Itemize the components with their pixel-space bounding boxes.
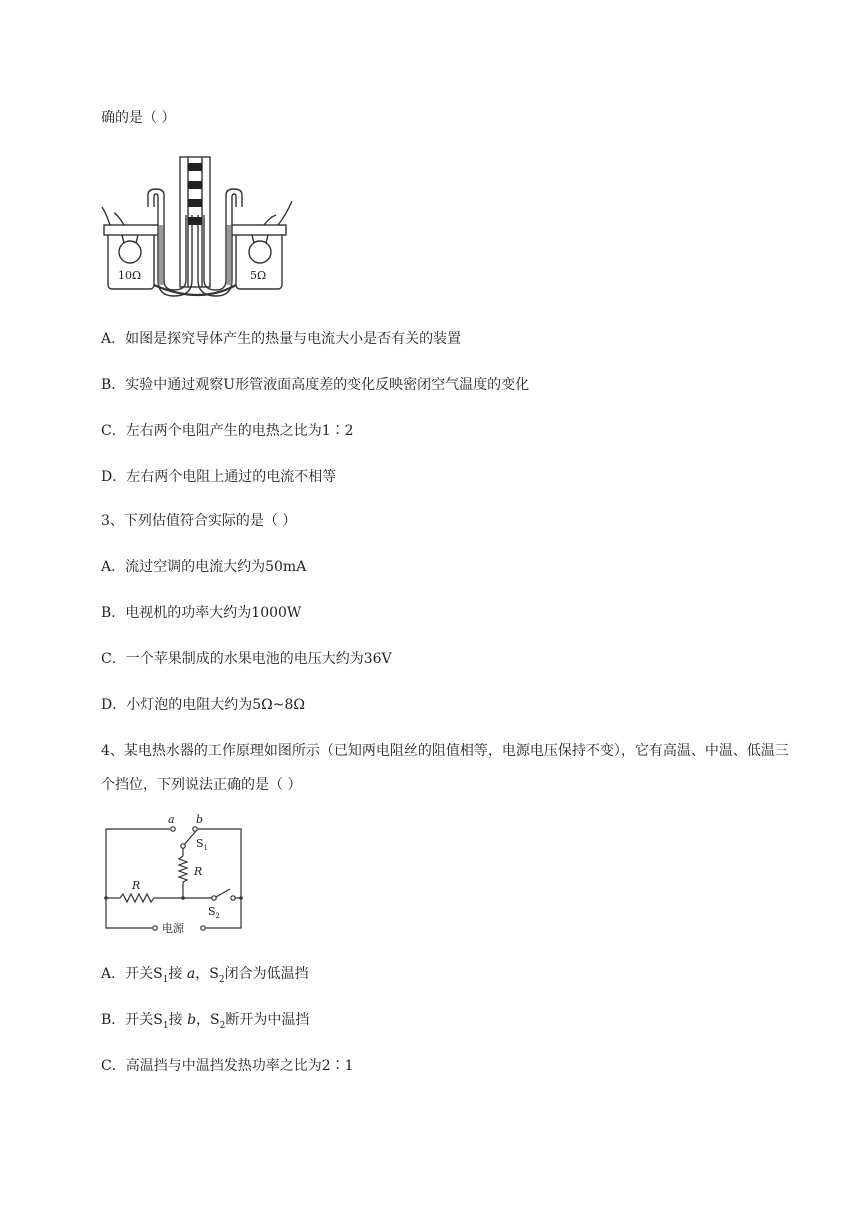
q2-option-c: C．左右两个电阻产生的电热之比为1∶2 [101,423,354,439]
q2-option-d: D．左右两个电阻上通过的电流不相等 [101,469,337,485]
power-source-label: 电源 [162,922,184,935]
terminal-b-label: b [196,813,204,826]
right-resistor-label: 5Ω [250,269,267,282]
q2-option-a: A．如图是探究导体产生的热量与电流大小是否有关的装置 [101,331,462,347]
left-resistor-label: 10Ω [118,269,142,282]
q3-option-b: B．电视机的功率大约为1000W [101,605,302,621]
circuit-diagram-figure [100,812,250,937]
resistor-r-vertical-label: R [194,865,203,878]
q4-option-c: C．高温挡与中温挡发热功率之比为2∶1 [101,1058,354,1074]
q3-option-c: C．一个苹果制成的水果电池的电压大约为36V [101,651,392,667]
joule-heating-apparatus-figure [100,155,300,300]
q3-option-d: D．小灯泡的电阻大约为5Ω~8Ω [101,697,305,713]
q4-option-a: A．开关$S_1$接 a，$S_2$闭合为低温挡 [101,966,309,985]
resistor-r-horizontal-label: R [132,879,141,892]
q3-option-a: A．流过空调的电流大约为50mA [101,559,307,575]
q2-option-b: B．实验中通过观察U形管液面高度差的变化反映密闭空气温度的变化 [101,377,530,393]
switch-s1-label: $S_1$ [196,837,209,852]
question-stem-tail: 确的是（ ） [101,110,176,126]
q4-stem: 4、某电热水器的工作原理如图所示（已知两电阻丝的阻值相等，电源电压保持不变），它有高温、中温、低温三个挡位，下列说法正确的是（ ） [101,743,789,793]
q4-option-b: B．开关$S_1$接 b，$S_2$断开为中温挡 [101,1012,310,1031]
q3-stem: 3、下列估值符合实际的是（ ） [101,513,297,529]
switch-s2-label: $S_2$ [208,905,221,920]
terminal-a-label: a [168,813,175,826]
